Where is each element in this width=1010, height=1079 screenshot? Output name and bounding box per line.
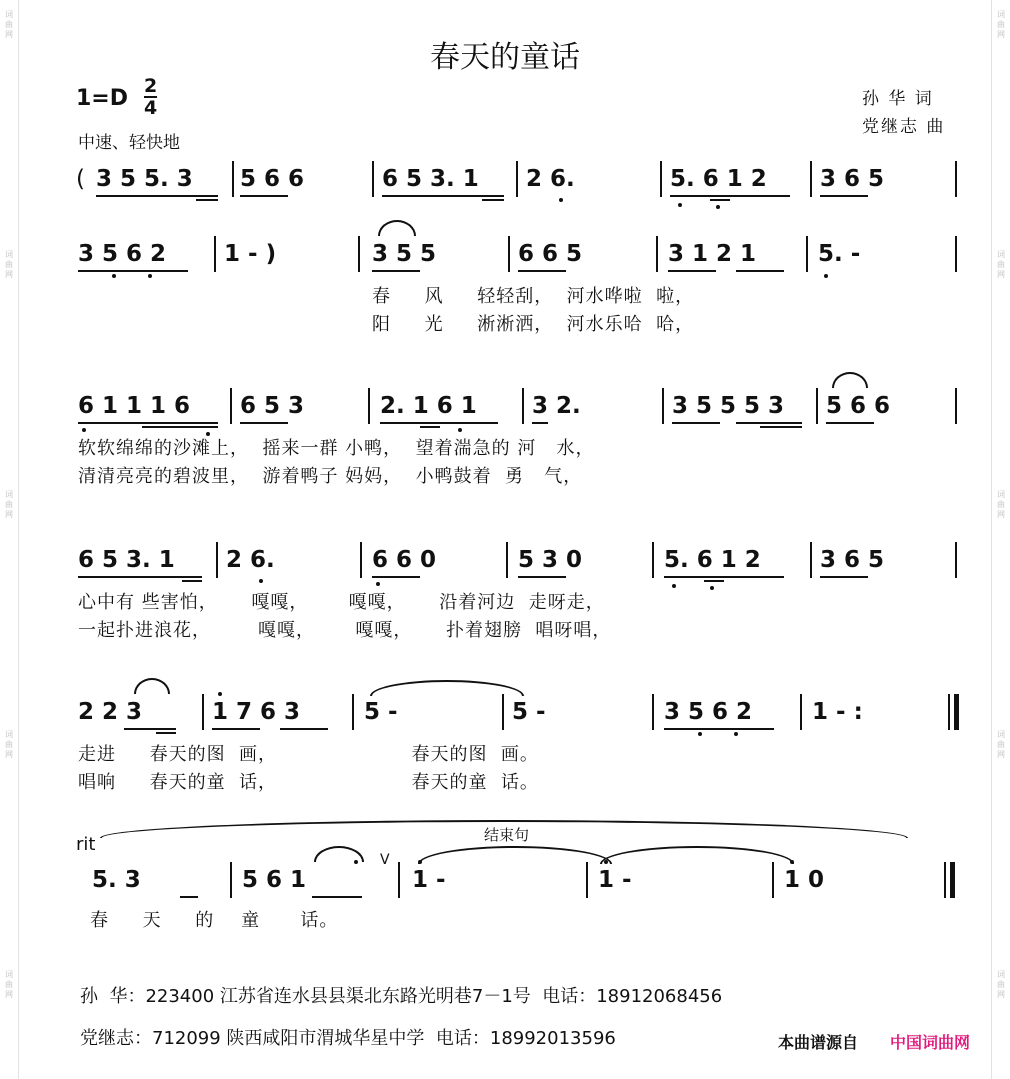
bar-line	[955, 161, 957, 197]
bar-line	[955, 388, 957, 424]
beam	[212, 728, 260, 730]
note: 1 7 6 3	[212, 699, 301, 725]
lyric-line: 清清亮亮的碧波里， 游着鸭子 妈妈， 小鸭鼓着 勇 气，	[78, 466, 583, 487]
beam	[710, 199, 730, 201]
beam	[736, 422, 802, 424]
bar-line	[516, 161, 518, 197]
time-top: 2	[144, 75, 158, 97]
lyric-line: 心中有 些害怕， 嘎嘎， 嘎嘎， 沿着河边 走呀走，	[78, 592, 605, 613]
beam	[78, 270, 188, 272]
beam	[664, 728, 774, 730]
note: 5 -	[364, 699, 398, 725]
bar-line	[372, 161, 374, 197]
note: 3 5 5	[372, 241, 437, 267]
note: 5 -	[512, 699, 546, 725]
beam	[372, 270, 420, 272]
watermark: 词曲网	[997, 970, 1005, 999]
note: 6 5 3. 1	[382, 166, 479, 192]
bar-line	[662, 388, 664, 424]
note: (	[76, 166, 85, 192]
song-title: 春天的童话	[430, 40, 580, 75]
bar-line	[230, 862, 232, 898]
site-name: 中国词曲网	[890, 1033, 971, 1052]
watermark: 词曲网	[5, 970, 13, 999]
note: 2. 1 6 1	[380, 393, 477, 419]
beam	[78, 422, 218, 424]
beam	[736, 270, 784, 272]
beam	[820, 576, 868, 578]
note: 5. 6 1 2	[664, 547, 761, 573]
note: 1 - :	[812, 699, 863, 725]
watermark: 词曲网	[997, 730, 1005, 759]
final-bar-line	[944, 862, 946, 898]
composer-contact: 党继志：712099 陕西咸阳市渭城华星中学 电话：18992013596	[80, 1028, 616, 1049]
bar-line	[806, 236, 808, 272]
composer-credit: 党继志 曲	[862, 117, 946, 137]
bar-line	[816, 388, 818, 424]
beam	[518, 270, 566, 272]
watermark: 词曲网	[5, 10, 13, 39]
low-octave-dot	[82, 428, 86, 432]
bar-line	[214, 236, 216, 272]
score-row-4	[0, 546, 1010, 590]
lyric-line: 一起扑进浪花， 嘎嘎， 嘎嘎， 扑着翅膀 唱呀唱，	[78, 620, 612, 641]
note: 3 5 6 2	[664, 699, 753, 725]
high-octave-dot	[418, 860, 422, 864]
slur	[378, 220, 416, 236]
low-octave-dot	[734, 732, 738, 736]
slur	[134, 678, 170, 694]
bar-line	[506, 542, 508, 578]
beam	[240, 195, 288, 197]
beam	[196, 199, 218, 201]
bar-line	[368, 388, 370, 424]
note: 5. 6 1 2	[670, 166, 767, 192]
bar-line	[652, 542, 654, 578]
lyricist-credit: 孙 华 词	[862, 89, 934, 109]
note: 3 5 5 5 3	[672, 393, 785, 419]
beam	[518, 576, 566, 578]
score-row-5	[0, 698, 1010, 742]
lyric-line: 软软绵绵的沙滩上， 摇来一群 小鸭， 望着湍急的 河 水，	[78, 438, 595, 459]
high-octave-dot	[354, 860, 358, 864]
note: 2 6.	[526, 166, 575, 192]
high-octave-dot	[790, 860, 794, 864]
beam	[380, 422, 498, 424]
lyric-line: 春 天 的 童 话。	[90, 910, 339, 931]
beam	[142, 426, 218, 428]
lyric-line: 唱响 春天的童 话， 春天的童 话。	[78, 772, 539, 793]
bar-line	[398, 862, 400, 898]
note: 3 5 6 2	[78, 241, 167, 267]
bar-line	[352, 694, 354, 730]
note: 6 6 5	[518, 241, 583, 267]
note: 5 6 6	[826, 393, 891, 419]
note: 3 5 5. 3	[96, 166, 193, 192]
note: 1 - )	[224, 241, 277, 267]
bar-line	[360, 542, 362, 578]
note: 1 -	[598, 867, 632, 893]
bar-line	[522, 388, 524, 424]
beam	[124, 728, 176, 730]
score-row-1	[0, 165, 1010, 209]
low-octave-dot	[259, 579, 263, 583]
beam	[664, 576, 784, 578]
beam	[372, 576, 420, 578]
beam	[482, 199, 504, 201]
lyric-line: 春 风 轻轻刮， 河水哗啦 啦，	[372, 286, 695, 307]
source-label: 本曲谱源自	[778, 1033, 859, 1052]
note: 1 0	[784, 867, 825, 893]
note: 5 6 6	[240, 166, 305, 192]
bar-line	[800, 694, 802, 730]
note: 3 6 5	[820, 166, 885, 192]
beam	[826, 422, 874, 424]
beam	[670, 195, 790, 197]
bar-line	[502, 694, 504, 730]
left-margin-strip	[0, 0, 19, 1079]
note: 3 6 5	[820, 547, 885, 573]
tie	[418, 846, 612, 864]
tie	[370, 680, 524, 696]
beam	[180, 896, 198, 898]
tie	[600, 846, 794, 864]
beam	[182, 580, 202, 582]
low-octave-dot	[698, 732, 702, 736]
low-octave-dot	[678, 203, 682, 207]
bar-line	[508, 236, 510, 272]
beam	[240, 422, 288, 424]
final-bar-line	[950, 862, 955, 898]
watermark: 词曲网	[5, 250, 13, 279]
bar-line	[202, 694, 204, 730]
note: 6 1 1 1 6	[78, 393, 191, 419]
lyric-line: 走进 春天的图 画， 春天的图 画。	[78, 744, 539, 765]
bar-line	[955, 236, 957, 272]
bar-line	[232, 161, 234, 197]
slur	[832, 372, 868, 388]
watermark: 词曲网	[997, 490, 1005, 519]
high-octave-dot	[218, 692, 222, 696]
repeat-bar-line	[954, 694, 959, 730]
beam	[312, 896, 362, 898]
tempo-marking: 中速、轻快地	[78, 133, 180, 153]
note: 5. -	[818, 241, 861, 267]
high-octave-dot	[604, 860, 608, 864]
note: 3 2.	[532, 393, 581, 419]
note: 6 5 3. 1	[78, 547, 175, 573]
low-octave-dot	[148, 274, 152, 278]
beam	[96, 195, 218, 197]
bar-line	[586, 862, 588, 898]
bar-line	[358, 236, 360, 272]
beam	[820, 195, 868, 197]
note: 2 2 3	[78, 699, 143, 725]
breath-mark: V	[380, 852, 390, 868]
bar-line	[656, 236, 658, 272]
score-row-3	[0, 392, 1010, 436]
rit-marking: rit	[76, 834, 96, 855]
beam	[672, 422, 720, 424]
low-octave-dot	[716, 205, 720, 209]
lyric-line: 阳 光 淅淅洒， 河水乐哈 哈，	[372, 314, 695, 335]
note: 5 6 1	[242, 867, 307, 893]
beam	[420, 426, 440, 428]
low-octave-dot	[112, 274, 116, 278]
beam	[532, 422, 548, 424]
bar-line	[230, 388, 232, 424]
lyricist-contact: 孙 华：223400 江苏省连水县县渠北东路光明巷7－1号 电话：18912068456	[80, 986, 723, 1007]
low-octave-dot	[376, 582, 380, 586]
low-octave-dot	[710, 586, 714, 590]
bar-line	[955, 542, 957, 578]
beam	[382, 195, 504, 197]
low-octave-dot	[824, 274, 828, 278]
watermark: 词曲网	[997, 10, 1005, 39]
bar-line	[652, 694, 654, 730]
bar-line	[810, 542, 812, 578]
bar-line	[810, 161, 812, 197]
note: 5 3 0	[518, 547, 583, 573]
note: 2 6.	[226, 547, 275, 573]
repeat-bar-line	[948, 694, 950, 730]
bar-line	[660, 161, 662, 197]
score-row-6	[0, 866, 1010, 910]
watermark: 词曲网	[997, 250, 1005, 279]
right-margin-strip	[991, 0, 1010, 1079]
low-octave-dot	[458, 428, 462, 432]
beam	[78, 576, 202, 578]
time-bottom: 4	[144, 97, 158, 119]
note: 5. 3	[92, 867, 141, 893]
score-row-2	[0, 240, 1010, 284]
note: 3 1 2 1	[668, 241, 757, 267]
note: 1 -	[412, 867, 446, 893]
beam	[280, 728, 328, 730]
beam	[760, 426, 802, 428]
beam	[704, 580, 724, 582]
beam	[668, 270, 716, 272]
watermark: 词曲网	[5, 730, 13, 759]
low-octave-dot	[672, 584, 676, 588]
low-octave-dot	[206, 432, 210, 436]
watermark: 词曲网	[5, 490, 13, 519]
bar-line	[772, 862, 774, 898]
beam	[156, 732, 176, 734]
note: 6 6 0	[372, 547, 437, 573]
time-signature	[144, 76, 157, 118]
note: 6 5 3	[240, 393, 305, 419]
bar-line	[216, 542, 218, 578]
key-signature: 1=D	[76, 86, 129, 111]
ending-label: 结束句	[484, 826, 530, 844]
low-octave-dot	[559, 198, 563, 202]
